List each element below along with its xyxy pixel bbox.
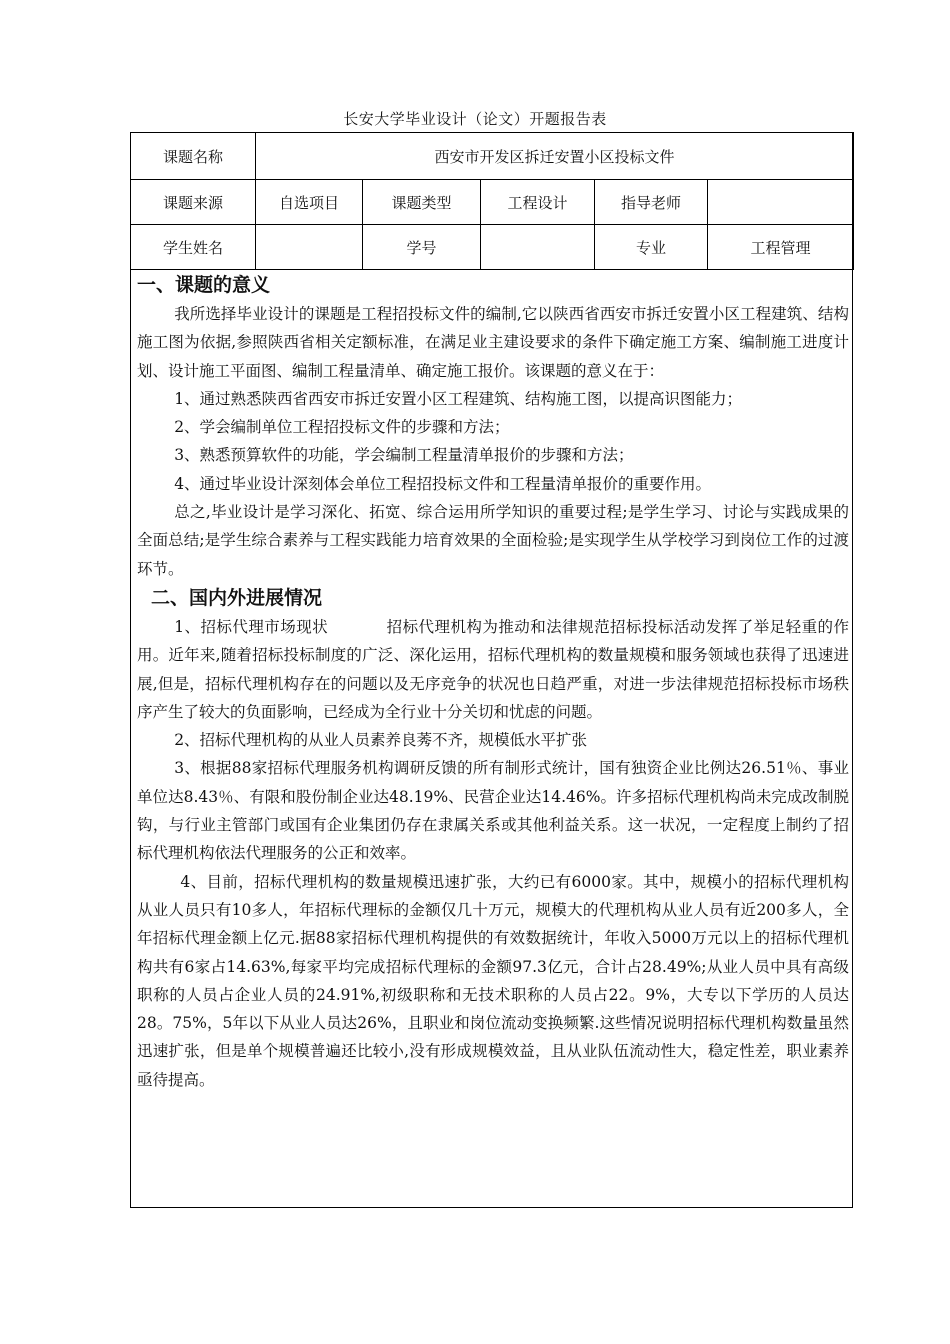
table-row <box>131 180 854 225</box>
advisor-value <box>708 180 854 225</box>
topic-source-label: 课题来源 <box>131 180 256 225</box>
progress-paragraph-1-body: 招标代理机构为推动和法律规范招标投标活动发挥了举足轻重的作用。近年来,随着招标投标制度的广泛、深化运用，招标代理机构的数量规模和服务领域也获得了迅速进展,但是，招标代理机构存在的问题以及无序竞争的状况也日趋严重，对进一步法律规范招标投标市场秩序产生了较大的负面影响，已经成为全行业十分关切和忧虑的问题。 <box>137 617 849 721</box>
significance-item: 2、学会编制单位工程招投标文件的步骤和方法； <box>174 418 510 437</box>
progress-paragraph-2: 2、招标代理机构的从业人员素养良莠不齐，规模低水平扩张 <box>174 731 588 750</box>
info-table <box>130 132 854 270</box>
significance-summary: 总之,毕业设计是学习深化、拓宽、综合运用所学知识的重要过程;是学生学习、讨论与实践成果的全面总结;是学生综合素养与工程实践能力培育效果的全面检验;是实现学生从学校学习到岗位工作的过渡环节。 <box>137 503 849 578</box>
significance-intro: 我所选择毕业设计的课题是工程招投标文件的编制,它以陕西省西安市拆迁安置小区工程建筑、结构施工图为依据,参照陕西省相关定额标准，在满足业主建设要求的条件下确定施工方案、编制施工进度计划、设计施工平面图、编制工程量清单、确定施工报价。该课题的意义在于： <box>137 305 849 380</box>
significance-item: 3、熟悉预算软件的功能，学会编制工程量清单报价的步骤和方法； <box>174 446 634 465</box>
student-id-label: 学号 <box>363 225 481 270</box>
student-name-value <box>256 225 363 270</box>
topic-name-value: 西安市开发区拆迁安置小区投标文件 <box>256 133 854 180</box>
document-title: 长安大学毕业设计（论文）开题报告表 <box>343 110 607 128</box>
topic-name-label: 课题名称 <box>131 133 256 180</box>
advisor-label: 指导老师 <box>595 180 708 225</box>
table-row <box>131 225 854 270</box>
topic-source-value: 自选项目 <box>256 180 363 225</box>
table-row <box>131 133 854 180</box>
significance-item: 4、通过毕业设计深刻体会单位工程招投标文件和工程量清单报价的重要作用。 <box>174 474 712 493</box>
major-label: 专业 <box>595 225 708 270</box>
section-heading-significance: 一、课题的意义 <box>137 274 271 296</box>
major-value: 工程管理 <box>708 225 854 270</box>
report-body <box>137 270 849 1094</box>
significance-item: 1、通过熟悉陕西省西安市拆迁安置小区工程建筑、结构施工图，以提高识图能力； <box>174 389 743 408</box>
progress-paragraph-1-title: 1、招标代理市场现状 <box>174 617 329 636</box>
progress-paragraph-1 <box>137 613 849 726</box>
section-heading-progress: 二、国内外进展情况 <box>151 586 323 609</box>
progress-paragraph-3: 3、根据88家招标代理服务机构调研反馈的所有制形式统计，国有独资企业比例达26.51％、事业单位达8.43％、有限和股份制企业达48.19%、民营企业达14.46%。许多招标代理机构尚未完成改制脱钩，与行业主管部门或国有企业集团仍存在隶属关系或其他利益关系。这一状况，一定程度上制约了招标代理机构依法代理服务的公正和效率。 <box>137 759 849 863</box>
student-id-value <box>481 225 595 270</box>
progress-paragraph-4: 4、目前，招标代理机构的数量规模迅速扩张，大约已有6000家。其中，规模小的招标代理机构从业人员只有10多人，年招标代理标的金额仅几十万元，规模大的代理机构从业人员有近200多人，全年招标代理金额上亿元.据88家招标代理机构提供的有效数据统计，年收入5000万元以上的招标代理机构共有6家占14.63%,每家平均完成招标代理标的金额97.3亿元，合计占28.49%;从业人员中具有高级职称的人员占企业人员的24.91%,初级职称和无技术职称的人员占22。9%，大专以下学历的人员达28。75%，5年以下从业人员达26%，且职业和岗位流动变换频繁.这些情况说明招标代理机构数量虽然迅速扩张，但是单个规模普遍还比较小,没有形成规模效益，且从业队伍流动性大，稳定性差，职业素养亟待提高。 <box>137 872 849 1089</box>
topic-type-label: 课题类型 <box>363 180 481 225</box>
student-name-label: 学生姓名 <box>131 225 256 270</box>
topic-type-value: 工程设计 <box>481 180 595 225</box>
